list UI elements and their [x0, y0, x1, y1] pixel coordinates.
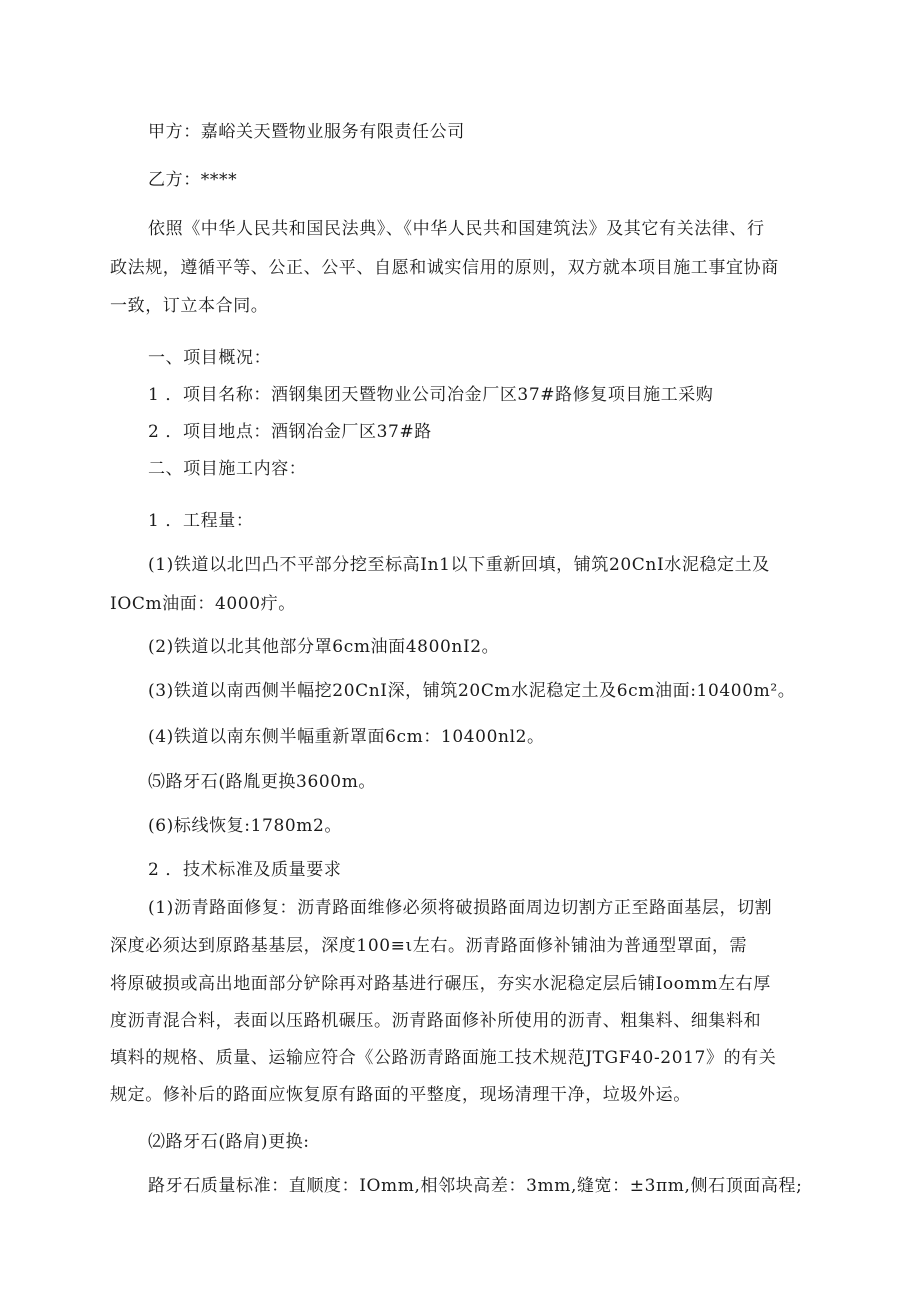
- preamble-line-3: 一致，订立本合同。: [110, 296, 269, 316]
- quantity-item-3: (3)铁道以南西侧半幅挖20CnI深，铺筑20Cm水泥稳定土及6cm油面:10400m²。: [148, 681, 796, 701]
- project-name: 1 ．项目名称：酒钢集团天暨物业公司冶金厂区37#路修复项目施工采购: [148, 385, 714, 405]
- asphalt-line-3: 将原破损或高出地面部分铲除再对路基进行碾压，夯实水泥稳定层后铺Ioomm左右厚: [110, 974, 771, 994]
- curb-heading: ⑵路牙石(路肩)更换:: [148, 1132, 310, 1152]
- quantities-heading: 1 ．工程量：: [148, 511, 254, 531]
- preamble-line-2: 政法规，遵循平等、公正、公平、自愿和诚实信用的原则，双方就本项目施工事宜协商: [110, 258, 779, 278]
- quantity-item-2: (2)铁道以北其他部分罩6cm油面4800nI2。: [148, 637, 500, 657]
- party-b: 乙方：****: [148, 170, 238, 190]
- section-2-heading: 二、项目施工内容：: [148, 459, 307, 479]
- quantity-item-5: ⑸路牙石(路胤更换3600m。: [148, 772, 377, 792]
- quantity-item-1-line-1: (1)铁道以北凹凸不平部分挖至标高In1以下重新回填，铺筑20CnI水泥稳定土及: [148, 555, 770, 575]
- quantity-item-6: (6)标线恢复:1780m2。: [148, 816, 343, 836]
- asphalt-line-4: 度沥青混合料，表面以压路机碾压。沥青路面修补所使用的沥青、粗集料、细集料和: [110, 1011, 762, 1031]
- curb-standard: 路牙石质量标准：直顺度：IOmm,相邻块高差：3mm,缝宽：±3πm,侧石顶面高程;: [148, 1176, 803, 1196]
- preamble-line-1: 依照《中华人民共和国民法典》、《中华人民共和国建筑法》及其它有关法律、行: [148, 219, 765, 239]
- section-1-heading: 一、项目概况：: [148, 348, 272, 368]
- quantity-item-1-line-2: IOCm油面：4000疔。: [110, 594, 296, 614]
- quantity-item-4: (4)铁道以南东侧半幅重新罩面6cm：10400nl2。: [148, 727, 545, 747]
- party-a: 甲方：嘉峪关天暨物业服务有限责任公司: [148, 122, 465, 142]
- asphalt-line-5: 填料的规格、质量、运输应符合《公路沥青路面施工技术规范JTGF40-2017》的有关: [110, 1048, 777, 1068]
- tech-standards-heading: 2 ．技术标准及质量要求: [148, 860, 342, 880]
- asphalt-line-2: 深度必须达到原路基基层，深度100≡ι左右。沥青路面修补铺油为普通型罩面，需: [110, 936, 748, 956]
- project-location: 2 ．项目地点：酒钢冶金厂区37#路: [148, 422, 432, 442]
- asphalt-line-1: (1)沥青路面修复：沥青路面维修必须将破损路面周边切割方正至路面基层，切割: [148, 898, 773, 918]
- asphalt-line-6: 规定。修补后的路面应恢复原有路面的平整度，现场清理干净，垃圾外运。: [110, 1085, 691, 1105]
